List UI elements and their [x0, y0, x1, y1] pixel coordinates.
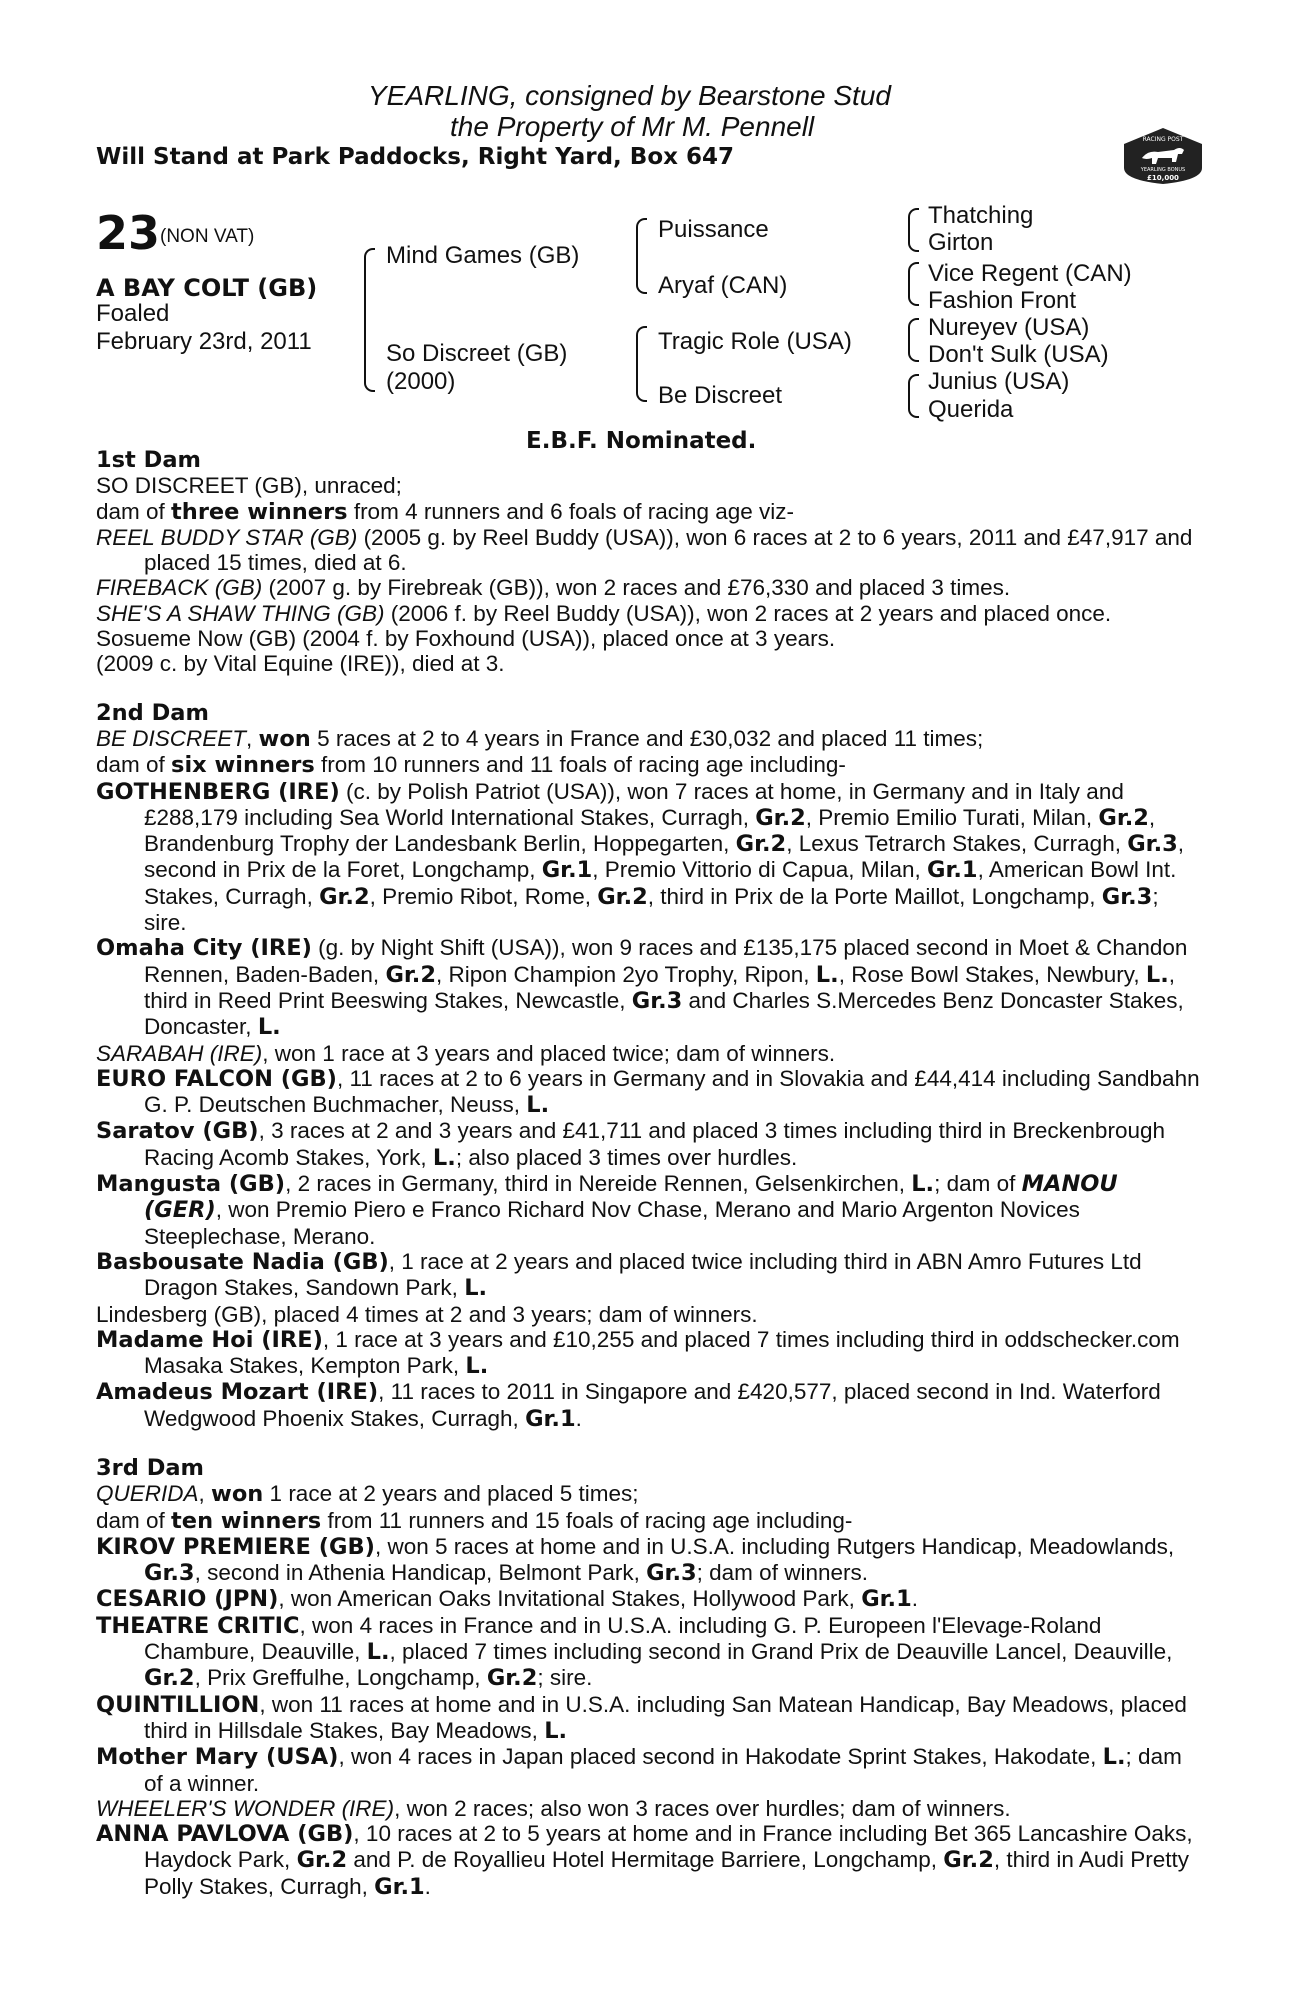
- pedigree-brace-3d: [908, 374, 919, 418]
- sire-name: Mind Games (GB): [386, 242, 580, 269]
- produce-entry: KIROV PREMIERE (GB), won 5 races at home and in U.S.A. including Rutgers Handicap, Meadowlands, Gr.3, second in Athenia Handicap, Belmont Park, Gr.3; dam of winners.: [96, 1533, 1175, 1587]
- section-heading: 1st Dam: [96, 447, 201, 473]
- produce-entry: THEATRE CRITIC, won 4 races in France and in U.S.A. including G. P. Europeen l'Elevage-Roland Chambure, Deauville, L., placed 7 times including second in Grand Prix de Deauville Lancel, Deauville, Gr.2, Prix Greffulhe, Longchamp, Gr.2; sire.: [96, 1612, 1173, 1692]
- grandsire-4: Junius (USA): [928, 368, 1070, 395]
- produce-entry: Sosueme Now (GB) (2004 f. by Foxhound (USA)), placed once at 3 years.: [96, 626, 836, 652]
- produce-entry: Mother Mary (USA), won 4 races in Japan placed second in Hakodate Sprint Stakes, Hakodate, L.; dam of a winner.: [96, 1744, 1182, 1796]
- lot-number: 23: [96, 206, 161, 260]
- granddam-2: Fashion Front: [928, 287, 1077, 314]
- consignor-line: YEARLING, consigned by Bearstone Stud: [368, 80, 891, 111]
- granddam-3: Don't Sulk (USA): [928, 341, 1109, 368]
- produce-entry: EURO FALCON (GB), 11 races at 2 to 6 years in Germany and in Slovakia and £44,414 including Sandbahn G. P. Deutschen Buchmacher, Neuss, L.: [96, 1065, 1200, 1119]
- dam-sire: Tragic Role (USA): [658, 328, 852, 355]
- dam-paragraph: QUERIDA, won 1 race at 2 years and placed 5 times;: [96, 1481, 639, 1508]
- produce-entry: (2009 c. by Vital Equine (IRE)), died at 3.: [96, 651, 505, 677]
- pedigree-brace-3b: [908, 262, 919, 306]
- produce-entry: Mangusta (GB), 2 races in Germany, third in Nereide Rennen, Gelsenkirchen, L.; dam of MANOU (GER), won Premio Piero e Franco Richard Nov Chase, Merano and Mario Argenton Novices Steeplechase, Merano.: [96, 1171, 1118, 1249]
- badge-amount: £10,000: [1147, 174, 1179, 182]
- produce-entry: Madame Hoi (IRE), 1 race at 3 years and £10,255 and placed 7 times including third in oddschecker.com Masaka Stakes, Kempton Park, L.: [96, 1326, 1180, 1380]
- dam-paragraph: BE DISCREET, won 5 races at 2 to 4 years in France and £30,032 and placed 11 times;: [96, 725, 984, 752]
- dam-paragraph: dam of ten winners from 11 runners and 15 foals of racing age including-: [96, 1507, 853, 1534]
- produce-entry: ANNA PAVLOVA (GB), 10 races at 2 to 5 years at home and in France including Bet 365 Lancashire Oaks, Haydock Park, Gr.2 and P. de Royallieu Hotel Hermitage Barriere, Longchamp, Gr.2, third in Audi Pretty Polly Stakes, Curragh, Gr.1.: [96, 1821, 1193, 1900]
- produce-entry: GOTHENBERG (IRE) (c. by Polish Patriot (USA)), won 7 races at home, in Germany and in Italy and £288,179 including Sea World International Stakes, Curragh, Gr.2, Premio Emilio Turati, Milan, Gr.2, Brandenburg Trophy der Landesbank Berlin, Hoppegarten, Gr.2, Lexus Tetrarch Stakes, Curragh, Gr.3, second in Prix de la Foret, Longchamp, Gr.1, Premio Vittorio di Capua, Milan, Gr.1, American Bowl Int. Stakes, Curragh, Gr.2, Premio Ribot, Rome, Gr.2, third in Prix de la Porte Maillot, Longchamp, Gr.3; sire.: [96, 778, 1185, 936]
- pedigree-brace-1: [364, 248, 375, 392]
- property-line: the Property of Mr M. Pennell: [450, 111, 815, 142]
- produce-entry: QUINTILLION, won 11 races at home and in U.S.A. including San Matean Handicap, Bay Meadows, placed third in Hillsdale Stakes, Bay Meadows, L.: [96, 1691, 1187, 1744]
- horse-logo-icon: [1122, 124, 1204, 186]
- produce-entry: SHE'S A SHAW THING (GB) (2006 f. by Reel Buddy (USA)), won 2 races at 2 years and placed once.: [96, 600, 1112, 626]
- sire-dam: Aryaf (CAN): [658, 272, 788, 299]
- produce-entry: CESARIO (JPN), won American Oaks Invitational Stakes, Hollywood Park, Gr.1.: [96, 1586, 919, 1613]
- granddam-1: Girton: [928, 229, 994, 256]
- produce-entry: Lindesberg (GB), placed 4 times at 2 and 3 years; dam of winners.: [96, 1301, 758, 1327]
- produce-entry: FIREBACK (GB) (2007 g. by Firebreak (GB)), won 2 races and £76,330 and placed 3 times.: [96, 575, 1011, 601]
- badge-top-text: RACING POST: [1142, 136, 1184, 143]
- vat-status: (NON VAT): [160, 226, 255, 247]
- grandsire-2: Vice Regent (CAN): [928, 260, 1132, 287]
- stand-line: Will Stand at Park Paddocks, Right Yard, Box 647: [96, 144, 734, 170]
- ebf-nomination: E.B.F. Nominated.: [526, 428, 757, 454]
- produce-entry: Basbousate Nadia (GB), 1 race at 2 years and placed twice including third in ABN Amro Futures Ltd Dragon Stakes, Sandown Park, L.: [96, 1248, 1142, 1302]
- yearling-bonus-badge: [1122, 124, 1204, 186]
- dam-name: So Discreet (GB): [386, 340, 568, 367]
- pedigree-brace-3c: [908, 318, 919, 362]
- grandsire-3: Nureyev (USA): [928, 314, 1090, 341]
- section-heading: 2nd Dam: [96, 699, 209, 726]
- family-body: [96, 448, 1200, 1900]
- section-heading: 3rd Dam: [96, 1454, 204, 1481]
- badge-mid-text: YEARLING BONUS: [1140, 167, 1186, 173]
- lot-name: A BAY COLT (GB): [96, 274, 318, 302]
- dam-dam: Be Discreet: [658, 382, 783, 409]
- dam-paragraph: dam of three winners from 4 runners and 6 foals of racing age viz-: [96, 498, 795, 525]
- produce-entry: SARABAH (IRE), won 1 race at 3 years and placed twice; dam of winners.: [96, 1040, 836, 1066]
- dam-paragraph: dam of six winners from 10 runners and 11 foals of racing age including-: [96, 752, 846, 779]
- dam-paragraph: SO DISCREET (GB), unraced;: [96, 473, 402, 499]
- produce-entry: Omaha City (IRE) (g. by Night Shift (USA)), won 9 races and £135,175 placed second in Moet & Chandon Rennen, Baden-Baden, Gr.2, Ripon Champion 2yo Trophy, Ripon, L., Rose Bowl Stakes, Newbury, L., third in Reed Print Beeswing Stakes, Newcastle, Gr.3 and Charles S.Mercedes Benz Doncaster Stakes, Doncaster, L.: [96, 935, 1188, 1041]
- granddam-4: Querida: [928, 396, 1014, 423]
- foaled-label: Foaled: [96, 300, 170, 327]
- foaled-date: February 23rd, 2011: [96, 328, 312, 355]
- produce-entry: WHEELER'S WONDER (IRE), won 2 races; also won 3 races over hurdles; dam of winners.: [96, 1795, 1011, 1821]
- pedigree-brace-2a: [636, 218, 647, 294]
- sire-sire: Puissance: [658, 216, 769, 243]
- grandsire-1: Thatching: [928, 202, 1034, 229]
- produce-entry: REEL BUDDY STAR (GB) (2005 g. by Reel Buddy (USA)), won 6 races at 2 to 6 years, 2011 and £47,917 and placed 15 times, died at 6.: [96, 524, 1193, 576]
- pedigree-brace-2b: [636, 326, 647, 402]
- dam-year: (2000): [386, 368, 456, 395]
- produce-entry: Saratov (GB), 3 races at 2 and 3 years and £41,711 and placed 3 times including third in Breckenbrough Racing Acomb Stakes, York, L.; also placed 3 times over hurdles.: [96, 1118, 1165, 1171]
- produce-entry: Amadeus Mozart (IRE), 11 races to 2011 in Singapore and £420,577, placed second in Ind. Waterford Wedgwood Phoenix Stakes, Curragh, Gr.1.: [96, 1379, 1161, 1432]
- pedigree-brace-3a: [908, 208, 919, 252]
